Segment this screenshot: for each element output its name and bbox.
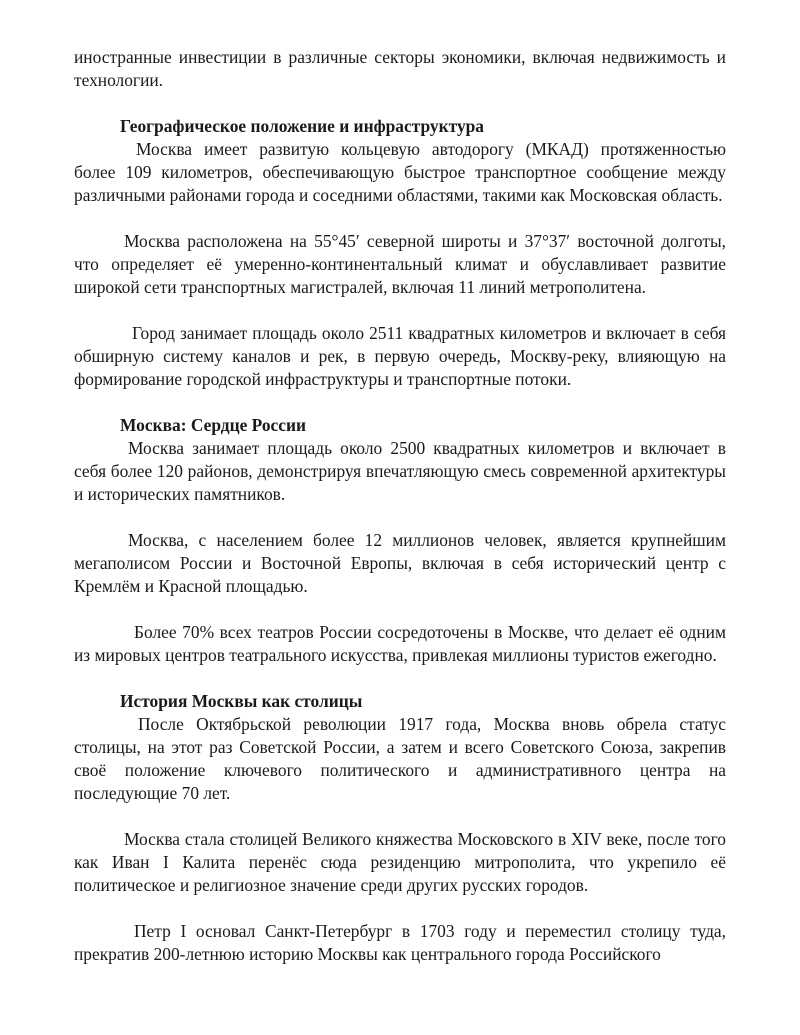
paragraph: Москва расположена на 55°45′ северной широты и 37°37′ восточной долготы, что определяет её умеренно-континентальный климат и обуславливает развитие широкой сети транспортных магистралей, включая 11 линий метрополитена. (74, 231, 726, 297)
paragraph: После Октябрьской революции 1917 года, Москва вновь обрела статус столицы, на этот раз Советской России, а затем и всего Советского Союза, закрепив своё положение ключевого политического и административного центра на последующие 70 лет. (74, 714, 726, 803)
paragraph: Город занимает площадь около 2511 квадратных километров и включает в себя обширную систему каналов и рек, в первую очередь, Москву-реку, влияющую на формирование городской инфраструктуры и транспортные потоки. (74, 323, 726, 389)
section-heading: Географическое положение и инфраструктура (120, 116, 485, 136)
section-heading: Москва: Сердце России (120, 415, 307, 435)
paragraph: Москва, с населением более 12 миллионов человек, является крупнейшим мегаполисом России и Восточной Европы, включая в себя исторический центр с Кремлём и Красной площадью. (74, 530, 726, 596)
section-geography (74, 115, 726, 391)
document-body (74, 46, 726, 989)
section-capital-history (74, 690, 726, 966)
intro-paragraph: иностранные инвестиции в различные секторы экономики, включая недвижимость и технологии. (74, 47, 726, 90)
paragraph: Москва имеет развитую кольцевую автодорогу (МКАД) протяженностью более 109 километров, обеспечивающую быстрое транспортное сообщение между различными районами города и соседними областями, такими как Московская область. (74, 139, 726, 205)
paragraph: Москва стала столицей Великого княжества Московского в XIV веке, после того как Иван I Калита перенёс сюда резиденцию митрополита, что укрепило её политическое и религиозное значение среди других русских городов. (74, 829, 726, 895)
paragraph: Москва занимает площадь около 2500 квадратных километров и включает в себя более 120 районов, демонстрируя впечатляющую смесь современной архитектуры и исторических памятников. (74, 438, 726, 504)
paragraph: Петр I основал Санкт-Петербург в 1703 году и переместил столицу туда, прекратив 200-летнюю историю Москвы как центрального города Российского (74, 921, 726, 964)
paragraph: Более 70% всех театров России сосредоточены в Москве, что делает её одним из мировых центров театрального искусства, привлекая миллионы туристов ежегодно. (74, 622, 726, 665)
section-heading: История Москвы как столицы (120, 691, 363, 711)
section-heart-of-russia (74, 414, 726, 667)
